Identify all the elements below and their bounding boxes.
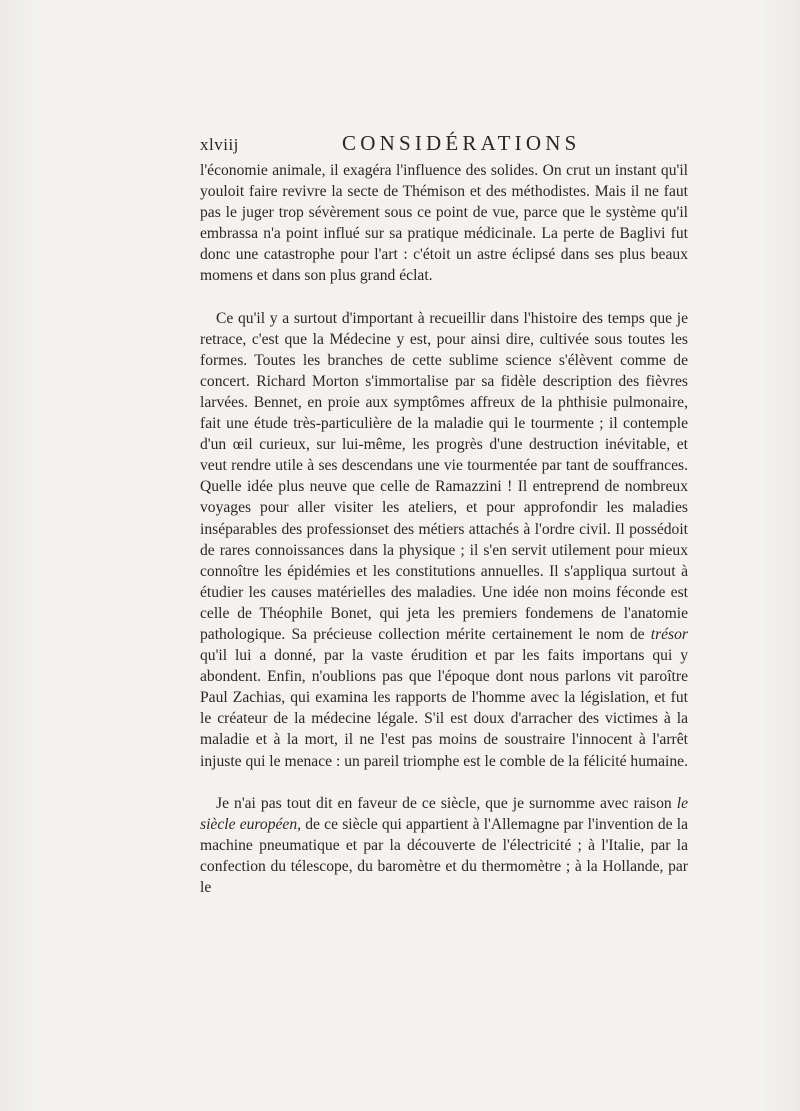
paragraph-3 xyxy=(200,793,688,898)
paragraph-text: Ce qu'il y a surtout d'important à recueillir dans l'histoire des temps que je retrace, c'est que la Médecine y est, pour ainsi dire, cultivée sous toutes les formes. Toutes les branches de cette sublime science s'élèvent comme de concert. Richard Morton s'immortalise par sa fidèle description des fièvres larvées. Bennet, en proie aux symptômes affreux de la phthisie pulmonaire, fait une étude très-particulière de la maladie qui le tourmente ; il contemple d'un œil curieux, sur lui-même, les progrès d'une destruction inévitable, et veut rendre utile à ses descendans une vie tourmentée par tant de souffrances. Quelle idée plus neuve que celle de Ramazzini ! Il entreprend de nombreux voyages pour aller visiter les ateliers, et pour approfondir les maladies inséparables des professionset des métiers attachés à l'ordre civil. Il possédoit de rares connoissances dans la physique ; il s'en servit utilement pour mieux connoître les épidémies et les constitutions annuelles. Il s'appliqua surtout à étudier les causes matérielles des maladies. Une idée non moins féconde est celle de Théophile Bonet, qui jeta les premiers fondemens de l'anatomie pathologique. Sa précieuse collection mérite certainement le nom de xyxy=(200,309,688,643)
paragraph-text: de ce siècle qui appartient à l'Allemagne par l'invention de la machine pneumatique et par la découverte de l'électricité ; à l'Italie, par la confection du télescope, du baromètre et du thermomètre ; à la Hollande, par le xyxy=(200,815,688,896)
italic-text: le siècle européen, xyxy=(200,794,688,833)
page-title: CONSIDÉRATIONS xyxy=(342,131,581,155)
paragraph-2 xyxy=(200,308,688,772)
italic-text: trésor xyxy=(650,625,688,643)
body-text xyxy=(200,160,688,898)
paragraph-text: Je n'ai pas tout dit en faveur de ce siècle, que je surnomme avec raison xyxy=(216,794,677,812)
running-head xyxy=(200,131,688,159)
paragraph-text: l'économie animale, il exagéra l'influence des solides. On crut un instant qu'il youloit faire revivre la secte de Thémison et des méthodistes. Mais il ne faut pas le juger trop sévèrement sous ce point de vue, parce que le système qu'il embrassa n'a point influé sur sa pratique médicinale. La perte de Baglivi fut donc une catastrophe pour l'art : c'étoit un astre éclipsé dans ses plus beaux momens et dans son plus grand éclat. xyxy=(200,162,688,285)
page-number: xlviij xyxy=(200,135,239,154)
paragraph-1 xyxy=(200,160,688,287)
paragraph-text: qu'il lui a donné, par la vaste érudition et par les faits importans qui y abondent. Enfin, n'oublions pas que l'époque dont nous parlons vit paroître Paul Zachias, qui examina les rapports de l'homme avec la législation, et fut le créateur de la médecine légale. S'il est doux d'arracher des victimes à la maladie et à la mort, il ne l'est pas moins de soustraire l'innocent à l'arrêt injuste qui le menace : un pareil triomphe est le comble de la félicité humaine. xyxy=(200,647,688,770)
